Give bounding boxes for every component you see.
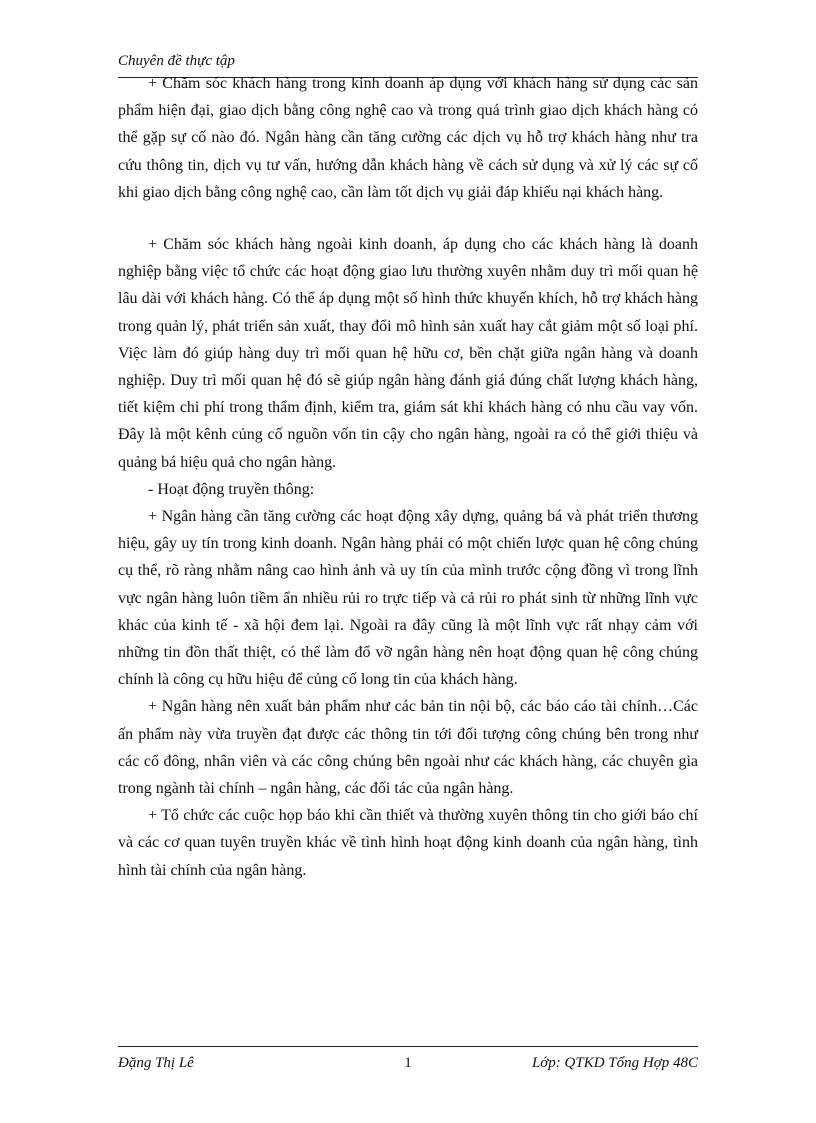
paragraph-publications: + Ngân hàng nên xuất bản phẩm như các bản tin nội bộ, các báo cáo tài chính…Các ấn phẩm này vừa truyền đạt được các thông tin tới đối tượng công chúng bên trong như các cổ đông, nhân viên và các công chúng bên ngoài như các khách hàng, các chuyên gia trong ngành tài chính – ngân hàng, các đối tác của ngân hàng. xyxy=(118,698,698,798)
paragraph-communication-heading: - Hoạt động truyền thông: xyxy=(148,480,315,498)
paragraph-customer-care-outside-business: + Chăm sóc khách hàng ngoài kinh doanh, áp dụng cho các khách hàng là doanh nghiệp bằng việc tổ chức các hoạt động giao lưu thường xuyên nhằm duy trì mối quan hệ lâu dài với khách hàng. Có thể áp dụng một số hình thức khuyến khích, hỗ trợ khách hàng trong quản lý, phát triển sản xuất, thay đổi mô hình sản xuất hay cắt giảm một số loại phí. Việc làm đó giúp hàng duy trì mối quan hệ hữu cơ, bền chặt giữa ngân hàng và doanh nghiệp. Duy trì mối quan hệ đó sẽ giúp ngân hàng đánh giá đúng chất lượng khách hàng, tiết kiệm chi phí trong thẩm định, kiểm tra, giám sát khi khách hàng có nhu cầu vay vốn. Đây là một kênh củng cố nguồn vốn tin cậy cho ngân hàng, ngoài ra có thể giới thiệu và quảng bá hiệu quả cho ngân hàng. xyxy=(118,236,698,471)
page-header xyxy=(118,50,698,72)
footer-divider xyxy=(118,1046,698,1047)
paragraph-brand-building: + Ngân hàng cần tăng cường các hoạt động xây dựng, quảng bá và phát triển thương hiệu, gây uy tín trong kinh doanh. Ngân hàng phải có một chiến lược quan hệ công chúng cụ thể, rõ ràng nhằm nâng cao hình ảnh và uy tín của mình trước cộng đồng vì trong lĩnh vực ngân hàng luôn tiềm ẩn nhiều rủi ro trực tiếp và cả rủi ro phát sinh từ những lĩnh vực khác của kinh tế - xã hội đem lại. Ngoài ra đây cũng là một lĩnh vực rất nhạy cảm với những tin đồn thất thiệt, có thể làm đổ vỡ ngân hàng nên hoạt động quan hệ công chúng chính là công cụ hữu hiệu để củng cố long tin của khách hàng. xyxy=(118,508,698,689)
footer-class-label: Lớp: QTKD Tổng Hợp 48C xyxy=(531,1055,698,1071)
document-body xyxy=(118,70,698,884)
page-number: 1 xyxy=(404,1055,412,1071)
footer-author: Đặng Thị Lê xyxy=(118,1055,194,1071)
header-title: Chuyên đề thực tập xyxy=(118,53,235,69)
paragraph-customer-care-business: + Chăm sóc khách hàng trong kinh doanh áp dụng với khách hàng sử dụng các sản phẩm hiện đại, giao dịch bằng công nghệ cao và trong quá trình giao dịch khách hàng có thể gặp sự cố nào đó. Ngân hàng cần tăng cường các dịch vụ hỗ trợ khách hàng như tra cứu thông tin, dịch vụ tư vấn, hướng dẫn khách hàng về cách sử dụng và xử lý các sự cố khi giao dịch bằng công nghệ cao, cần làm tốt dịch vụ giải đáp khiếu nại khách hàng. xyxy=(118,75,698,201)
paragraph-press-conferences: + Tổ chức các cuộc họp báo khi cần thiết và thường xuyên thông tin cho giới báo chí và các cơ quan tuyên truyền khác về tình hình hoạt động kinh doanh của ngân hàng, tình hình tài chính của ngân hàng. xyxy=(118,807,698,879)
